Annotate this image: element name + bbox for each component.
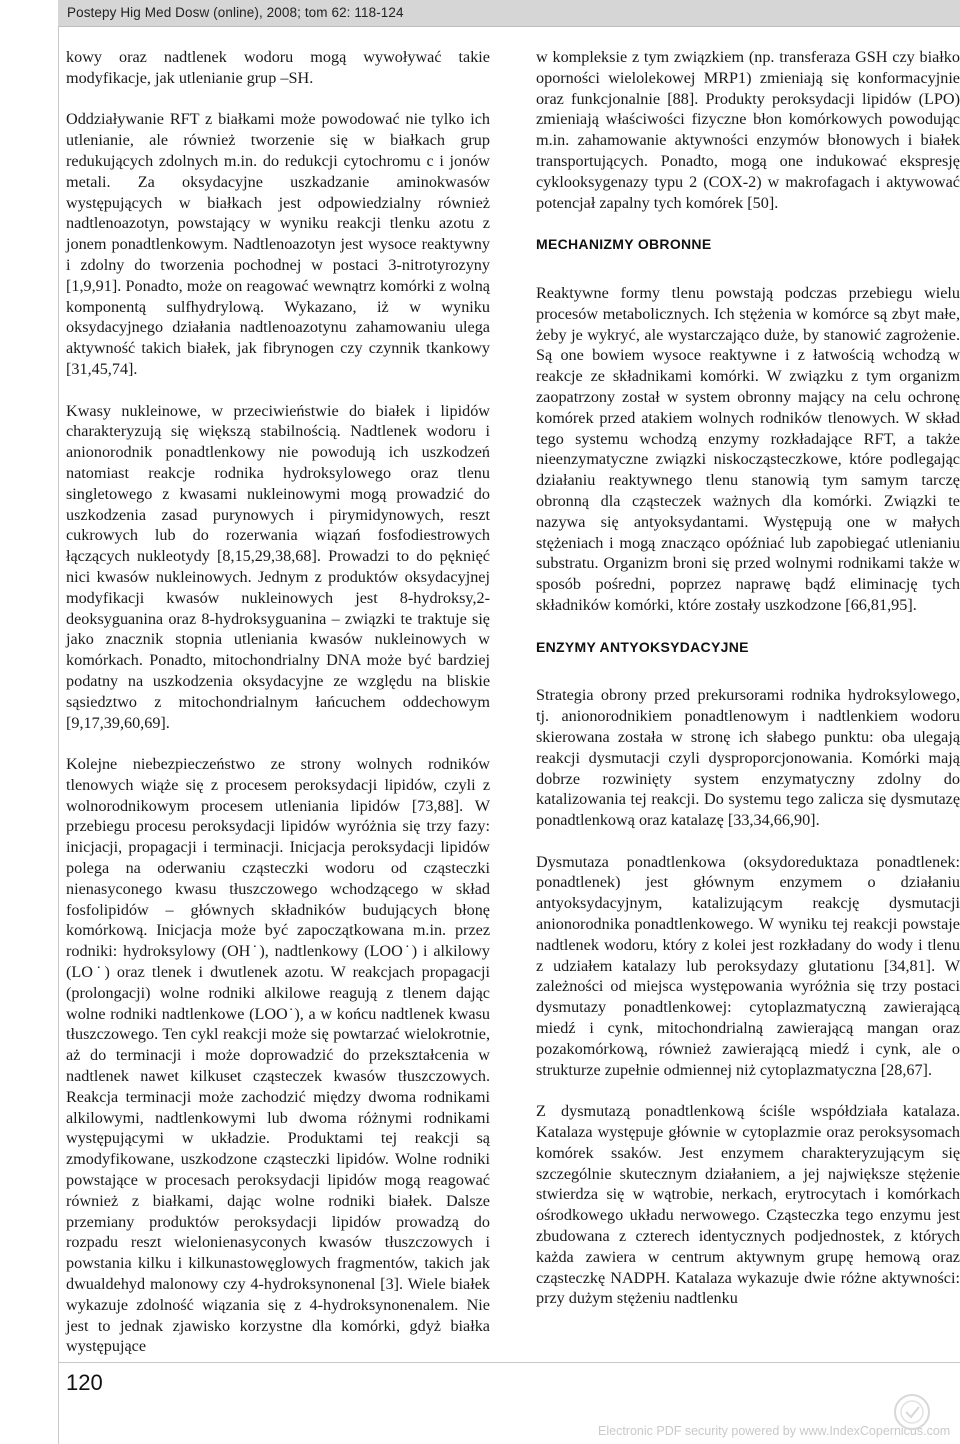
security-watermark: Electronic PDF security powered by www.IndexCopernicus.com [598, 1424, 951, 1438]
paragraph: Strategia obrony przed prekursorami rodnika hydroksylowego, tj. anionorodnikiem ponadtlenowym i nadtlenkiem wodoru skierowana została w stronę ich słabego punktu: oba ulegają reakcji dysmutacji czyli dysproporcjonowania. Komórki mają dobrze rozwinięty system enzymatyczny zdolny do katalizowania tej reakcji. Do systemu tego zalicza się dysmutazę ponadtlenkową oraz katalazę [33,34,66,90]. [536, 686, 960, 830]
running-header [58, 0, 960, 27]
page-number: 120 [66, 1370, 103, 1395]
section-heading-enzymes: ENZYMY ANTYOKSYDACYJNE [536, 638, 749, 655]
section-heading-mechanisms: MECHANIZMY OBRONNE [536, 236, 712, 253]
paragraph: Oddziaływanie RFT z białkami może powodować nie tylko ich utlenianie, ale również tworzenie się w białkach grup redukujących zdolnych m.in. do redukcji cytochromu c i jonów metali. Za oksydacyjne uszkadzanie aminokwasów występujących w białkach jest odpowiedzialny również nadtlenoazotyn, powstający w wyniku reakcji tlenku azotu z jonem ponadtlenkowym. Nadtlenoazotyn jest wysoce reaktywny i zdolny do tworzenia pochodnej w postaci 3-nitrotyrozyny [1,9,91]. Ponadto, może on reagować wewnątrz komórki z wolną komponentą sulfhydrylową. Wykazano, iż w wyniku oksydacyjnego działania nadtlenoazotynu zahamowaniu ulega aktywność takich białek, jak fibrynogen czy czynnik tkankowy [31,45,74]. [66, 110, 490, 378]
journal-reference: Postepy Hig Med Dosw (online), 2008; tom 62: 118-124 [67, 5, 404, 20]
paragraph: kowy oraz nadtlenek wodoru mogą wywoływać takie modyfikacje, jak utlenianie grup –SH. [66, 48, 490, 87]
paragraph: Reaktywne formy tlenu powstają podczas przebiegu wielu procesów metabolicznych. Ich stężenia w komórce są zbyt małe, żeby je wykryć, ale wystarczająco duże, by stanowić zagrożenie. Są one bowiem wysoce reaktywne i z łatwością wchodzą w reakcje ze składnikami komórki. W związku z tym organizm zaopatrzony został w system obronny mający na celu ochronę komórek przed atakiem wolnych rodników tlenowych. W skład tego systemu wchodzą enzymy rozkładające RFT, a także nieenzymatyczne związki niskocząsteczkowe, które podlegając działaniu reaktywnego tlenu stanowią tym samym tarczę obronną dla cząsteczek ważnych dla komórki. Związki te nazywa się antyoksydantami. Występują one w małych stężeniach i mogą znacząco opóźniać lub zapobiegać utlenianiu substratu. Organizm broni się przed wolnymi rodnikami także w sposób pośredni, poprzez naprawę bądź eliminację tych składników komórki, które zostały uszkodzone [66,81,95]. [536, 283, 960, 614]
seal-icon [892, 1392, 932, 1432]
paragraph: Z dysmutazą ponadtlenkową ściśle współdziała katalaza. Katalaza występuje głównie w cytoplazmie oraz peroksysomach komórek ssaków. Jest enzymem charakteryzującym się szczególnie skutecznym działaniem, a jej największe stężenie stwierdza się w wątrobie, nerkach, erytrocytach i komórkach ośrodkowego układu nerwowego. Cząsteczka tego enzymu jest zbudowana z czterech identycznych podjednostek, z których każda zawiera w centrum aktywnym grupę hemową oraz cząsteczkę NADPH. Katalaza wykazuje dwie różne aktywności: przy dużym stężeniu nadtlenku [536, 1102, 960, 1308]
paragraph: w kompleksie z tym związkiem (np. transferaza GSH czy białko oporności wielolekowej MRP1) zmieniają się konformacyjnie oraz funkcjonalnie [88]. Produkty peroksydacji lipidów (LPO) zmieniają właściwości fizyczne błon komórkowych powodując m.in. zahamowanie aktywności enzymów błonowych i białek transportujących. Ponadto, mogą one indukować ekspresję cyklooksygenazy typu 2 (COX-2) w makrofagach i aktywować potencjał zapalny tych komórek [50]. [536, 48, 960, 212]
right-column [536, 47, 960, 1330]
left-column [66, 47, 490, 1378]
paragraph: Kwasy nukleinowe, w przeciwieństwie do białek i lipidów charakteryzują się większą stabilnością. Nadtlenek wodoru i anionorodnik ponadtlenkowy nie powodują ich uszkodzeń natomiast reakcje rodnika hydroksylowego oraz tlenu singletowego z kwasami nukleinowymi mogą prowadzić do uszkodzenia zasad purynowych i pirymidynowych, reszt cukrowych lub do rozerwania wiązań fosfodiestrowych łączących nukleotydy [8,15,29,38,68]. Prowadzi to do pęknięć nici kwasów nukleinowych. Jednym z produktów oksydacyjnej modyfikacji kwasów nukleinowych jest 8-hydroksy,2-deoksyguanina oraz 8-hydroksyguanina – związki te traktuje się jako znacznik stopnia utleniania kwasów nukleinowych w komórkach. Ponadto, mitochondrialny DNA może być bardziej podatny na uszkodzenia oksydacyjne ze względu na bliskie sąsiedztwo z mitochondrialnym łańcuchem oddechowym [9,17,39,60,69]. [66, 401, 490, 732]
left-margin-rule [58, 26, 59, 1444]
paragraph: Kolejne niebezpieczeństwo ze strony wolnych rodników tlenowych wiąże się z procesem peroksydacji lipidów, czyli z wolnorodnikowym procesem utleniania lipidów [73,88]. W przebiegu procesu peroksydacji lipidów wyróżnia się trzy fazy: inicjacji, propagacji i terminacji. Inicjacja peroksydacji lipidów polega na oderwaniu cząsteczki wodoru od cząsteczki nienasyconego kwasu tłuszczowego wchodzącego w skład fosfolipidów – głównych składników budujących błonę komórkową. Inicjacja może być zapoczątkowana m.in. przez rodniki: hydroksylowy (OH˙), nadtlenkowy (LOO˙) i alkilowy (LO˙) oraz tlenek i dwutlenek azotu. W reakcjach propagacji (prolongacji) wolne rodniki alkilowe reagują z tlenem dając wolne rodniki nadtlenkowe (LOO˙), a w końcu nadtlenek kwasu tłuszczowego. Ten cykl reakcji może się powtarzać wielokrotnie, aż do terminacji i może doprowadzić do przekształcenia w nadtlenek nawet kilkuset cząsteczek kwasów tłuszczowych. Reakcja terminacji może zachodzić między dwoma rodnikami alkilowymi, nadtlenkowymi lub dwoma różnymi rodnikami występującymi w układzie. Produktami tej reakcji są zmodyfikowane, uszkodzone cząsteczki lipidów. Wolne rodniki powstające w procesach peroksydacji lipidów mogą reagować również z białkami, dając wolne rodniki białek. Dalsze przemiany produktów peroksydacji lipidów prowadzą do rozpadu reszt wielonienasyconych kwasów tłuszczowych i powstania kilku i kilkunastowęglowych fragmentów, takich jak dwualdehyd malonowy czy 4-hydroksynonenal [3]. Wiele białek wykazuje zdolność wiązania się z 4-hydroksynonenalem. Nie jest to jednak zjawisko korzystne dla komórki, gdyż białka występujące [66, 755, 490, 1356]
paragraph: Dysmutaza ponadtlenkowa (oksydoreduktaza ponadtlenek: ponadtlenek) jest głównym enzymem o działaniu antyoksydacyjnym, katalizującym reakcję dysmutacji anionorodnika ponadtlenkowego. W wyniku tej reakcji powstaje nadtlenek wodoru, który z kolei jest rozkładany do wody i tlenu z udziałem katalazy lub peroksydazy glutationu [34,81]. W zależności od miejsca występowania wyróżnia się trzy postaci dysmutazy ponadtlenkowej: cytoplazmatyczną zawierającą miedź i cynk, mitochondrialną zawierającą mangan oraz pozakomórkową, również zawierającą miedź i cynk, ale o strukturze zupełnie odmiennej niż cytoplazmatyczna [28,67]. [536, 852, 960, 1079]
